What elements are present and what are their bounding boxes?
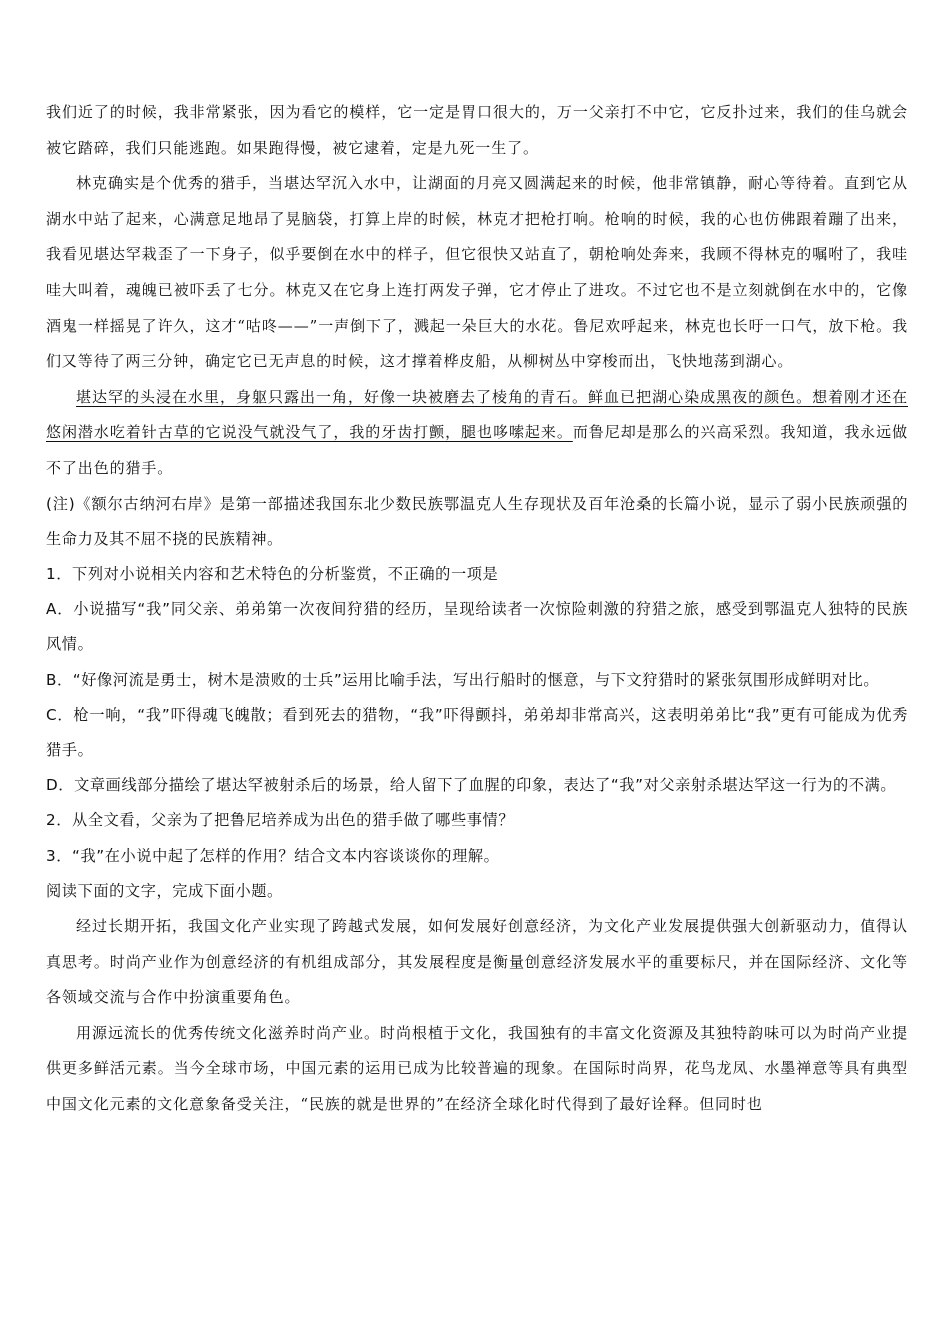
story-paragraph-1: 我们近了的时候，我非常紧张，因为看它的模样，它一定是胃口很大的，万一父亲打不中它，它反扑过来，我们的佳乌就会被它踏碎，我们只能逃跑。如果跑得慢，被它逮着，定是九死一生了。	[46, 103, 908, 157]
underlined-passage: 堪达罕的头浸在水里，身躯只露出一角，好像一块被磨去了棱角的青石。鲜血已把湖心染成黑夜的颜色。想着刚才还在悠闲潜水吃着针古草的它说没气就没气了，我的牙齿打颤，腿也哆嗦起来。	[46, 387, 908, 442]
article-paragraph-1: 经过长期开拓，我国文化产业实现了跨越式发展，如何发展好创意经济，为文化产业发展提供强大创新驱动力，值得认真思考。时尚产业作为创意经济的有机组成部分，其发展程度是衡量创意经济发展水平的重要标尺，并在国际经济、文化等各领域交流与合作中扮演重要角色。	[46, 916, 908, 1007]
question-2: 2．从全文看，父亲为了把鲁尼培养成为出色的猎手做了哪些事情？	[46, 811, 515, 830]
annotation-note: (注)《额尔古纳河右岸》是第一部描述我国东北少数民族鄂温克人生存现状及百年沧桑的长篇小说，显示了弱小民族顽强的生命力及其不屈不挠的民族精神。	[46, 494, 908, 548]
reading-instruction: 阅读下面的文字，完成下面小题。	[46, 881, 283, 900]
option-d: D．文章画线部分描绘了堪达罕被射杀后的场景，给人留下了血腥的印象，表达了“我”对父亲射杀堪达罕这一行为的不满。	[46, 776, 897, 795]
article-paragraph-2: 用源远流长的优秀传统文化滋养时尚产业。时尚根植于文化，我国独有的丰富文化资源及其独特韵味可以为时尚产业提供更多鲜活元素。当今全球市场，中国元素的运用已成为比较普遍的现象。在国际时尚界，花鸟龙凤、水墨禅意等具有典型中国文化元素的文化意象备受关注，“民族的就是世界的”在经济全球化时代得到了最好诠释。但同时也	[46, 1023, 908, 1113]
question-3: 3．“我”在小说中起了怎样的作用？结合文本内容谈谈你的理解。	[46, 846, 500, 865]
option-b: B．“好像河流是勇士，树木是溃败的士兵”运用比喻手法，写出行船时的惬意，与下文狩猎时的紧张氛围形成鲜明对比。	[46, 670, 880, 689]
story-paragraph-2: 林克确实是个优秀的猎手，当堪达罕沉入水中，让湖面的月亮又圆满起来的时候，他非常镇静，耐心等待着。直到它从湖水中站了起来，心满意足地昂了晃脑袋，打算上岸的时候，林克才把枪打响。枪响的时候，我的心也仿佛跟着蹦了出来，我看见堪达罕栽歪了一下身子，似乎要倒在水中的样子，但它很快又站直了，朝枪响处奔来，我顾不得林克的嘱咐了，我哇哇大叫着，魂魄已被吓丢了七分。林克又在它身上连打两发子弹，它才停止了进攻。不过它也不是立刻就倒在水中的，它像酒鬼一样摇晃了许久，这才“咕咚——”一声倒下了，溅起一朵巨大的水花。鲁尼欢呼起来，林克也长吁一口气，放下枪。我们又等待了两三分钟，确定它已无声息的时候，这才撑着桦皮船，从柳树丛中穿梭而出，飞快地荡到湖心。	[46, 174, 908, 371]
story-paragraph-3	[46, 380, 908, 487]
story-paragraph-3-rest: 而鲁尼却是那么的兴高采烈。我知道，我永远做不了出色的猎手。	[46, 423, 908, 477]
option-a: A．小说描写“我”同父亲、弟弟第一次夜间狩猎的经历，呈现给读者一次惊险刺激的狩猎之旅，感受到鄂温克人独特的民族风情。	[46, 600, 908, 654]
question-1: 1．下列对小说相关内容和艺术特色的分析鉴赏，不正确的一项是	[46, 564, 499, 583]
document-page	[46, 95, 908, 1123]
option-c: C．枪一响，“我”吓得魂飞魄散；看到死去的猎物，“我”吓得颤抖，弟弟却非常高兴，这表明弟弟比“我”更有可能成为优秀猎手。	[46, 705, 908, 759]
